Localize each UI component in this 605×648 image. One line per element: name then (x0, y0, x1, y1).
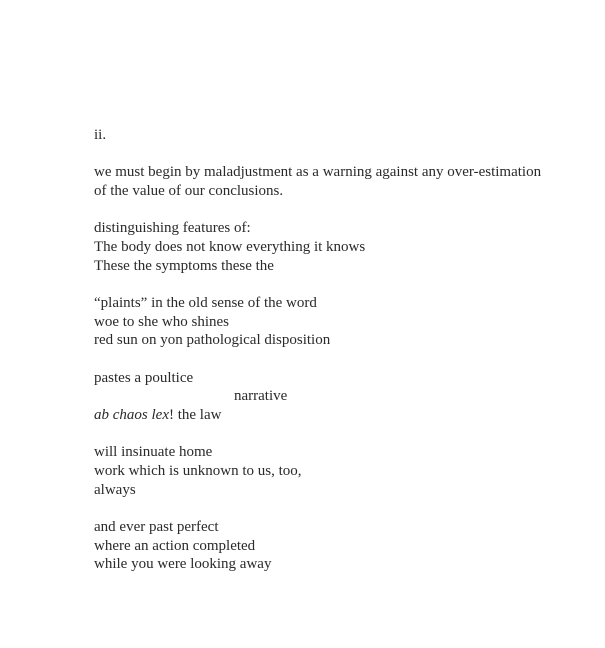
stanza4-line2: narrative (234, 388, 288, 404)
stanza6-line2: where an action completed (94, 538, 256, 554)
stanza5-line3: always (94, 482, 136, 498)
stanza5-line2: work which is unknown to us, too, (94, 463, 302, 479)
stanza1-line1: we must begin by maladjustment as a warning against any over-estimation (94, 164, 542, 180)
stanza1-line2: of the value of our conclusions. (94, 183, 284, 199)
stanza5-line1: will insinuate home (94, 444, 213, 460)
stanza3-line3: red sun on yon pathological disposition (94, 332, 331, 348)
stanza3-line2: woe to she who shines (94, 314, 229, 330)
stanza4-line3 (94, 406, 221, 424)
stanza2-line1: distinguishing features of: (94, 220, 251, 236)
stanza4-line3-rest: ! the law (168, 407, 222, 423)
stanza4-line1: pastes a poultice (94, 370, 194, 386)
stanza2-line3: These the symptoms these the (94, 258, 274, 274)
stanza6-line3: while you were looking away (94, 556, 272, 572)
latin-phrase: ab chaos lex (94, 407, 169, 423)
stanza3-line1: “plaints” in the old sense of the word (94, 295, 317, 311)
stanza6-line1: and ever past perfect (94, 519, 219, 535)
stanza2-line2: The body does not know everything it knows (94, 239, 366, 255)
section-number: ii. (94, 127, 107, 143)
